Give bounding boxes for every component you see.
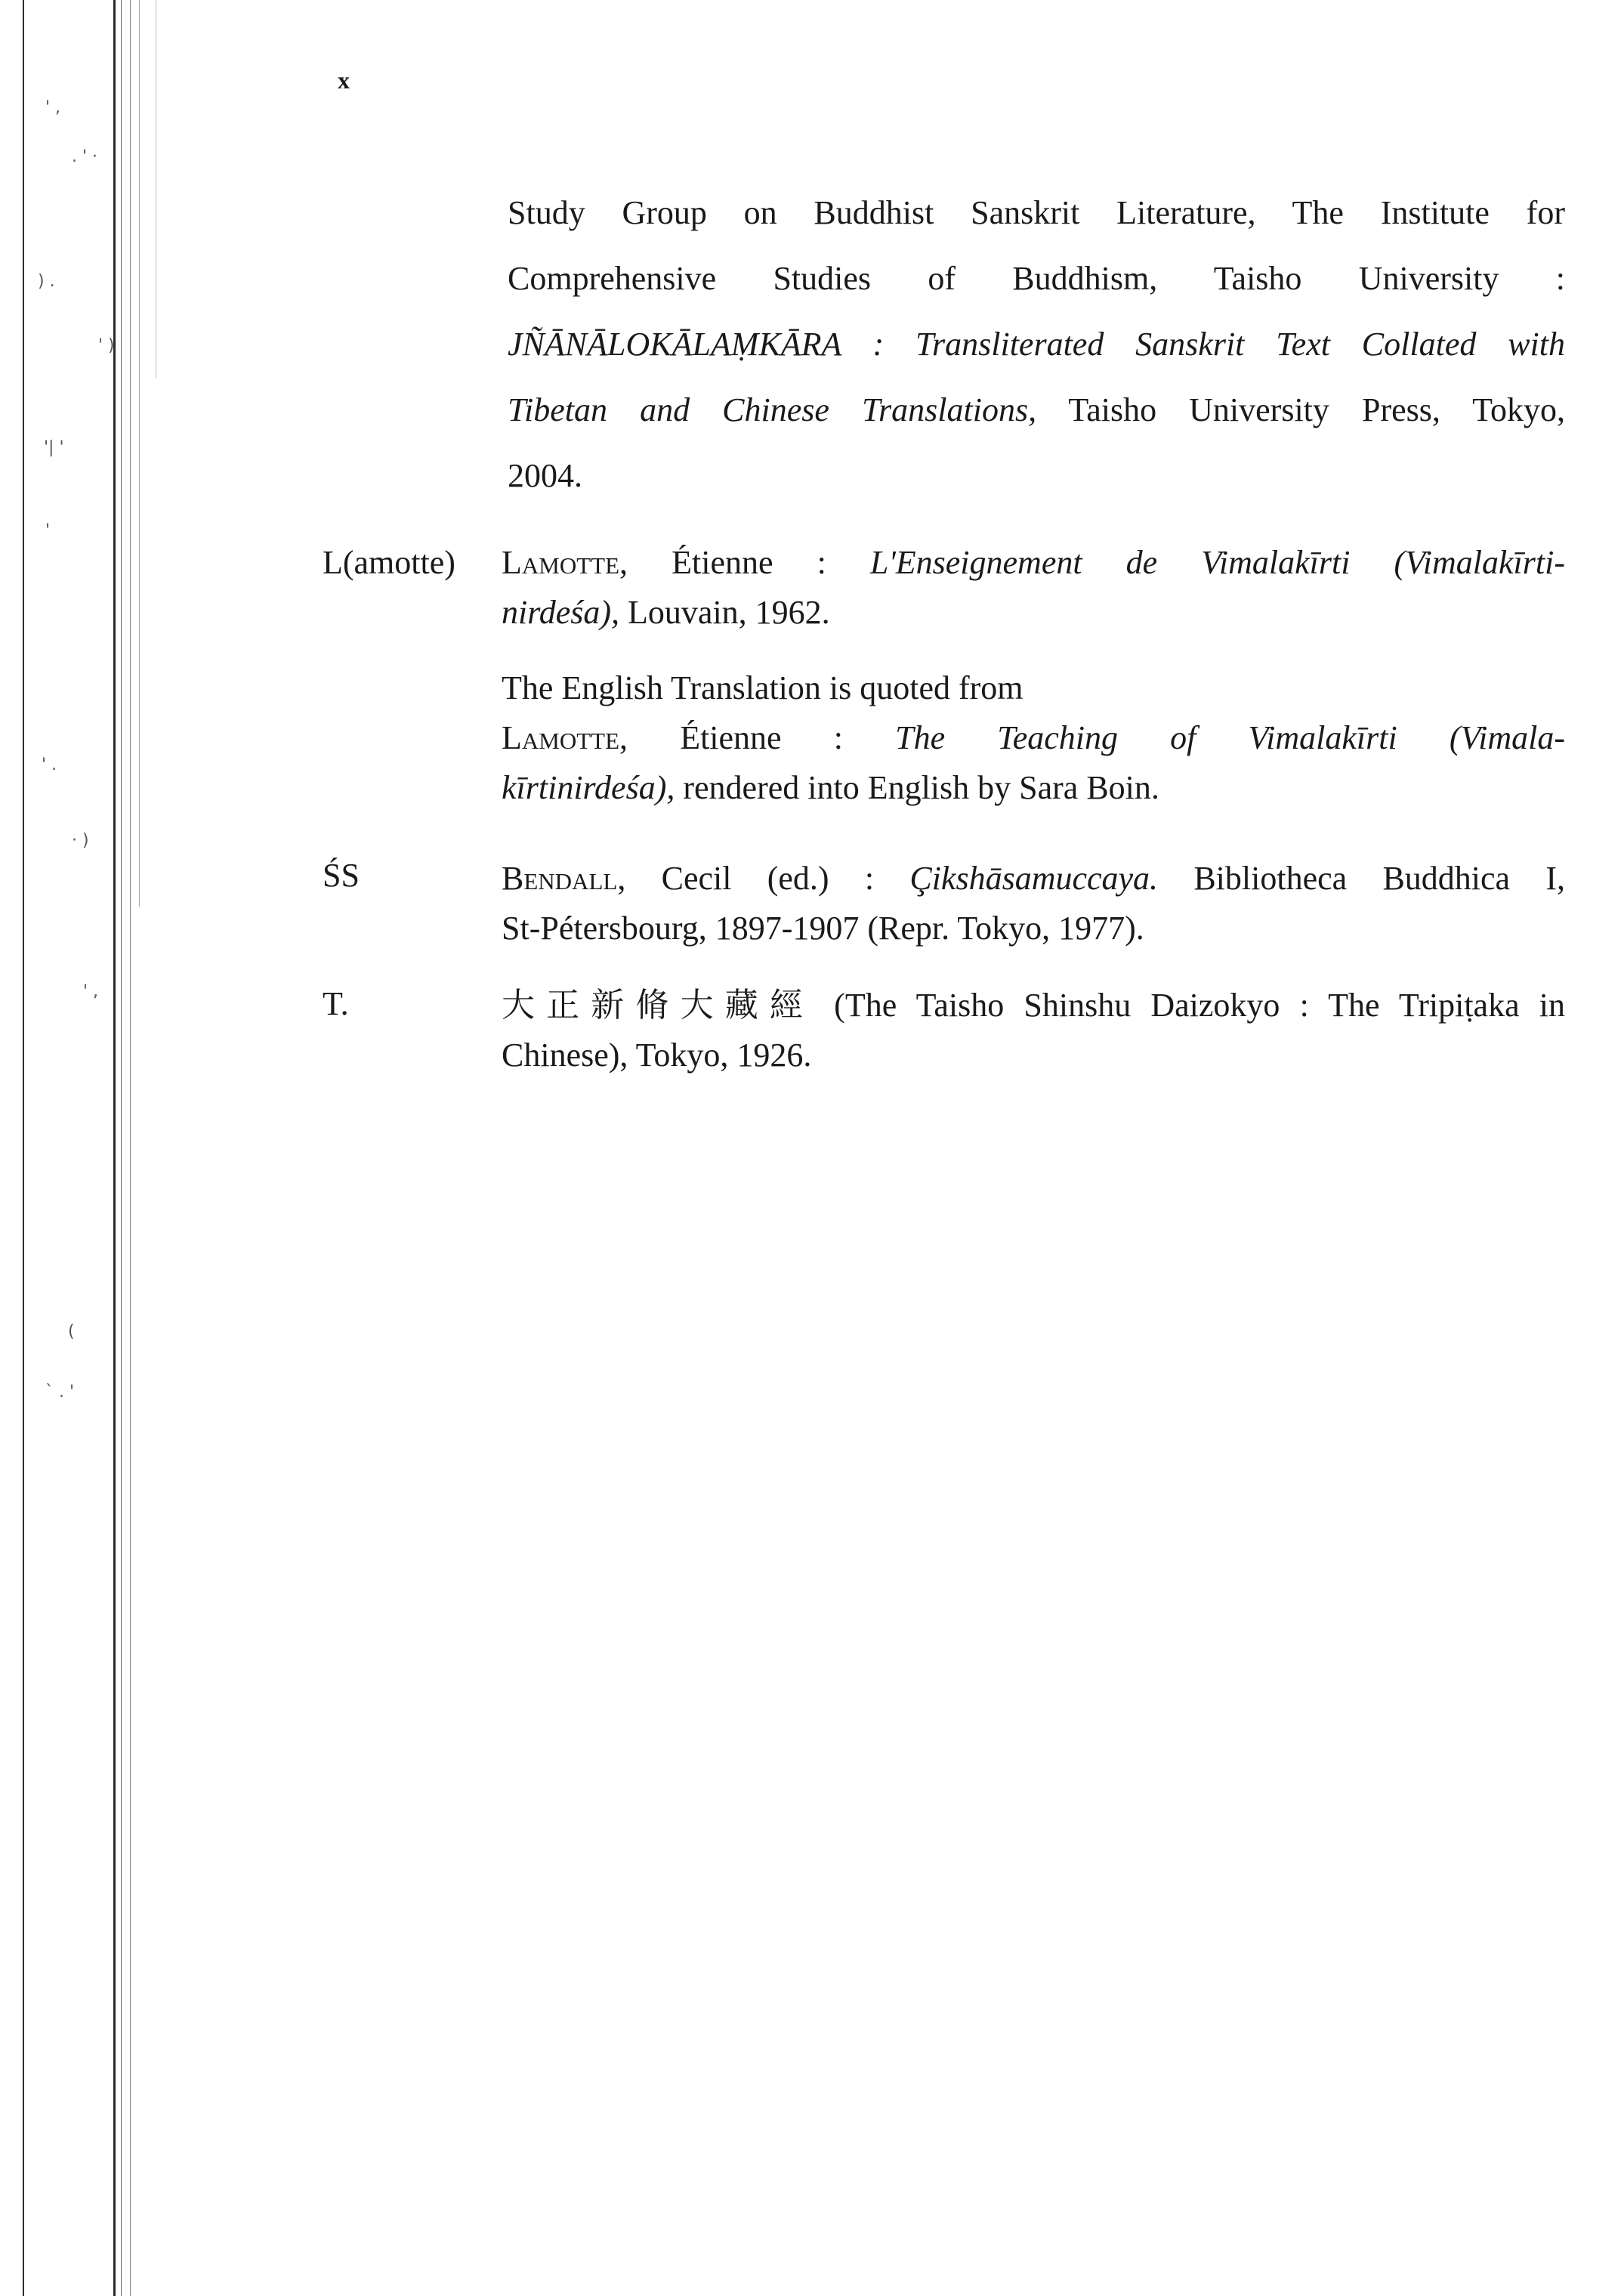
scan-speck: ` . ' (45, 1383, 75, 1401)
entry-abbreviation: L(amotte) (323, 544, 455, 581)
scan-speck: ' , (83, 982, 99, 1001)
entry-line (502, 713, 1565, 763)
scan-speck: ' ) (98, 336, 115, 355)
entry-series: Bibliotheca Buddhica I, (1158, 860, 1565, 897)
entry-publisher: Louvain, 1962. (619, 594, 830, 631)
entry-line (502, 588, 1565, 638)
entry-author-surname: Bendall (502, 860, 618, 897)
entry-year: 2004. (508, 457, 582, 494)
entry-title: JÑĀNĀLOKĀLAṂKĀRA : Transliterated Sanskrit Text Collated with (508, 326, 1565, 363)
entry-line (502, 538, 1565, 588)
entry-publisher: Taisho University Press, Tokyo, (1036, 391, 1565, 428)
entry-author: , Étienne : (619, 544, 870, 581)
scan-speck: ) . (38, 272, 55, 291)
scan-speck: · ) (72, 831, 89, 850)
entry-title: nirdeśa), (502, 594, 620, 631)
bibliography-entry-t (502, 981, 1565, 1080)
entry-line (502, 763, 1565, 813)
entry-author: , Étienne : (619, 719, 896, 756)
entry-line: Comprehensive Studies of Buddhism, Taisho University : (508, 260, 1565, 297)
entry-line: 大正新脩大藏經 (The Taisho Shinshu Daizokyo : The Tripiṭaka in (502, 987, 1565, 1024)
entry-translator: rendered into English by Sara Boin. (675, 769, 1159, 806)
entry-title: kīrtinirdeśa), (502, 769, 675, 806)
entry-title: L'Enseignement de Vimalakīrti (Vimalakīrti- (869, 544, 1565, 581)
entry-title: Çikshāsamuccaya. (909, 860, 1159, 897)
entry-line: The English Translation is quoted from (502, 669, 1023, 706)
entry-line: Study Group on Buddhist Sanskrit Literature, The Institute for (508, 194, 1565, 231)
scan-speck: ' , (45, 98, 61, 117)
gutter-line (139, 0, 140, 907)
entry-line: St-Pétersbourg, 1897-1907 (Repr. Tokyo, 1977). (502, 910, 1144, 947)
scan-speck: . ' · (72, 147, 98, 166)
entry-abbreviation: T. (323, 985, 349, 1022)
bibliography-entry-lamotte-english (502, 663, 1565, 813)
bibliography-entry-ss (502, 854, 1565, 953)
entry-title: The Teaching of Vimalakīrti (Vimala- (895, 719, 1566, 756)
page-number: x (338, 66, 350, 94)
entry-abbreviation: ŚS (323, 857, 360, 894)
entry-line (508, 377, 1565, 443)
entry-line (502, 854, 1565, 904)
scan-speck: '| ' (44, 438, 64, 457)
entry-author-surname: Lamotte (502, 544, 620, 581)
entry-title: Tibetan and Chinese Translations, (508, 391, 1037, 428)
entry-author-surname: Lamotte (502, 719, 620, 756)
scan-speck: ( (68, 1322, 75, 1341)
entry-line: Chinese), Tokyo, 1926. (502, 1037, 812, 1074)
gutter-line (121, 0, 122, 2296)
bibliography-entry-study-group (508, 180, 1565, 508)
entry-author: , Cecil (ed.) : (617, 860, 910, 897)
gutter-line (23, 0, 24, 2296)
scan-speck: ' . (42, 756, 57, 774)
scan-speck: ' (45, 521, 51, 540)
bibliography-entry-lamotte (502, 538, 1565, 638)
gutter-line (130, 0, 131, 2296)
